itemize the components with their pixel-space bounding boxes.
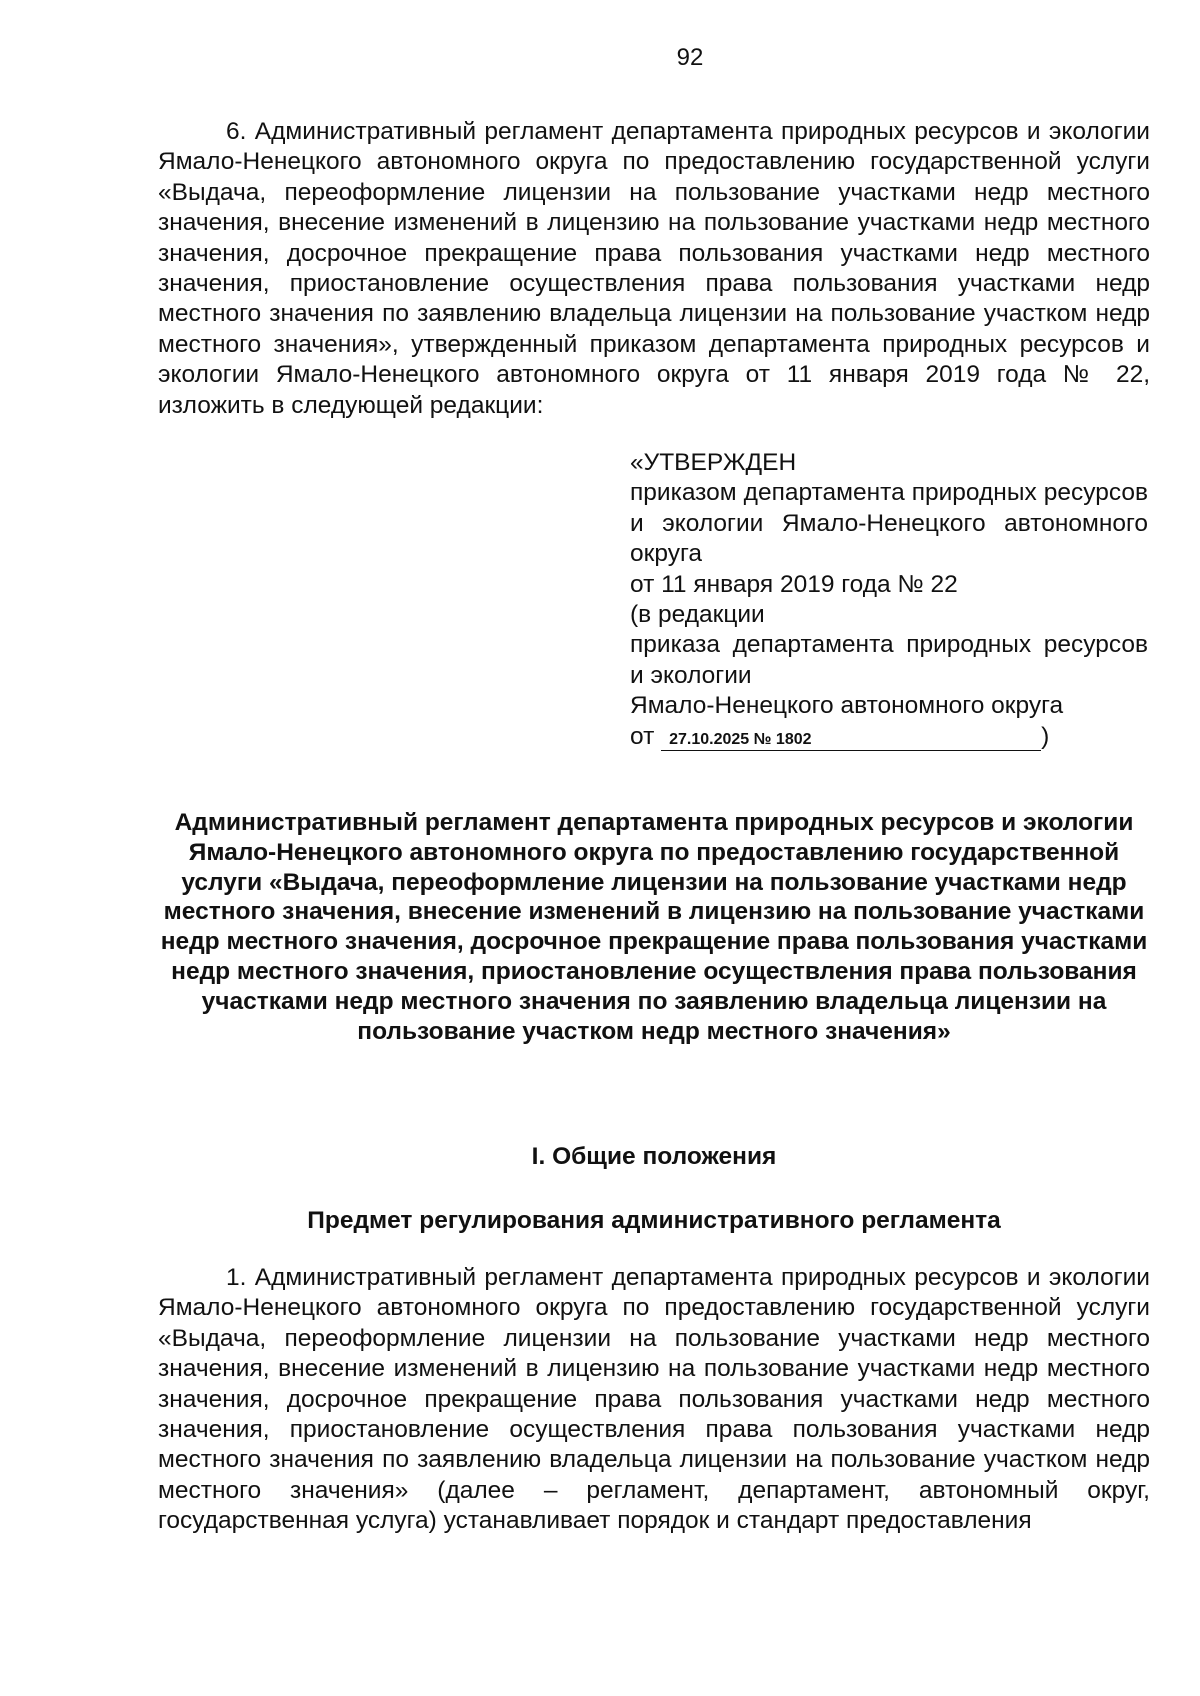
approval-revision-date-line (630, 722, 1148, 752)
approval-revision-issuer: приказа департамента природных ресурсов и экологии (630, 631, 1148, 689)
approval-revision-note: (в редакции (630, 601, 765, 629)
approval-order-issuer: приказом департамента природных ресурсов и экологии Ямало-Ненецкого автономного округа (630, 479, 1148, 568)
amendment-paragraph-6: 6. Административный регламент департамента природных ресурсов и экологии Ямало-Ненецкого автономного округа по предоставлению государственной услуги «Выдача, переоформление лицензии на пользование участками недр местного значения, внесение изменений в лицензию на пользование участками недр местного значения, досрочное прекращение права пользования участками недр местного значения, приостановление осуществления права пользования участками недр местного значения по заявлению владельца лицензии на пользование участком недр местного значения», утвержденный приказом департамента природных ресурсов и экологии Ямало-Ненецкого автономного округа от 11 января 2019 года № 22, изложить в следующей редакции: (158, 118, 1150, 419)
section-heading: I. Общие положения (531, 1143, 777, 1170)
page-number: 92 (676, 44, 704, 71)
approval-revision-region: Ямало-Ненецкого автономного округа (630, 692, 1064, 720)
approval-order-date: от 11 января 2019 года № 22 (630, 570, 958, 598)
date-suffix: ) (1041, 722, 1050, 750)
subsection-heading: Предмет регулирования административного регламента (307, 1207, 1001, 1234)
regulation-paragraph-1: 1. Административный регламент департамента природных ресурсов и экологии Ямало-Ненецкого автономного округа по предоставлению государственной услуги «Выдача, переоформление лицензии на пользование участками недр местного значения, внесение изменений в лицензию на пользование участками недр местного значения, досрочное прекращение права пользования участками недр местного значения, приостановление осуществления права пользования участками недр местного значения по заявлению владельца лицензии на пользование участком недр местного значения» (далее – регламент, департамент, автономный округ, государственная услуга) устанавливает порядок и стандарт предоставления (158, 1264, 1150, 1535)
date-prefix: от (630, 722, 655, 750)
revision-date-number: 27.10.2025 № 1802 (661, 730, 1041, 751)
regulation-title: Административный регламент департамента природных ресурсов и экологии Ямало-Ненецкого автономного округа по предоставлению государственной услуги «Выдача, переоформление лицензии на пользование участками недр местного значения, внесение изменений в лицензию на пользование участками недр местного значения, досрочное прекращение права пользования участками недр местного значения, приостановление осуществления права пользования участками недр местного значения по заявлению владельца лицензии на пользование участком недр местного значения» (160, 809, 1148, 1045)
approval-header: «УТВЕРЖДЕН (630, 449, 797, 476)
approval-stamp-block (630, 448, 1148, 752)
